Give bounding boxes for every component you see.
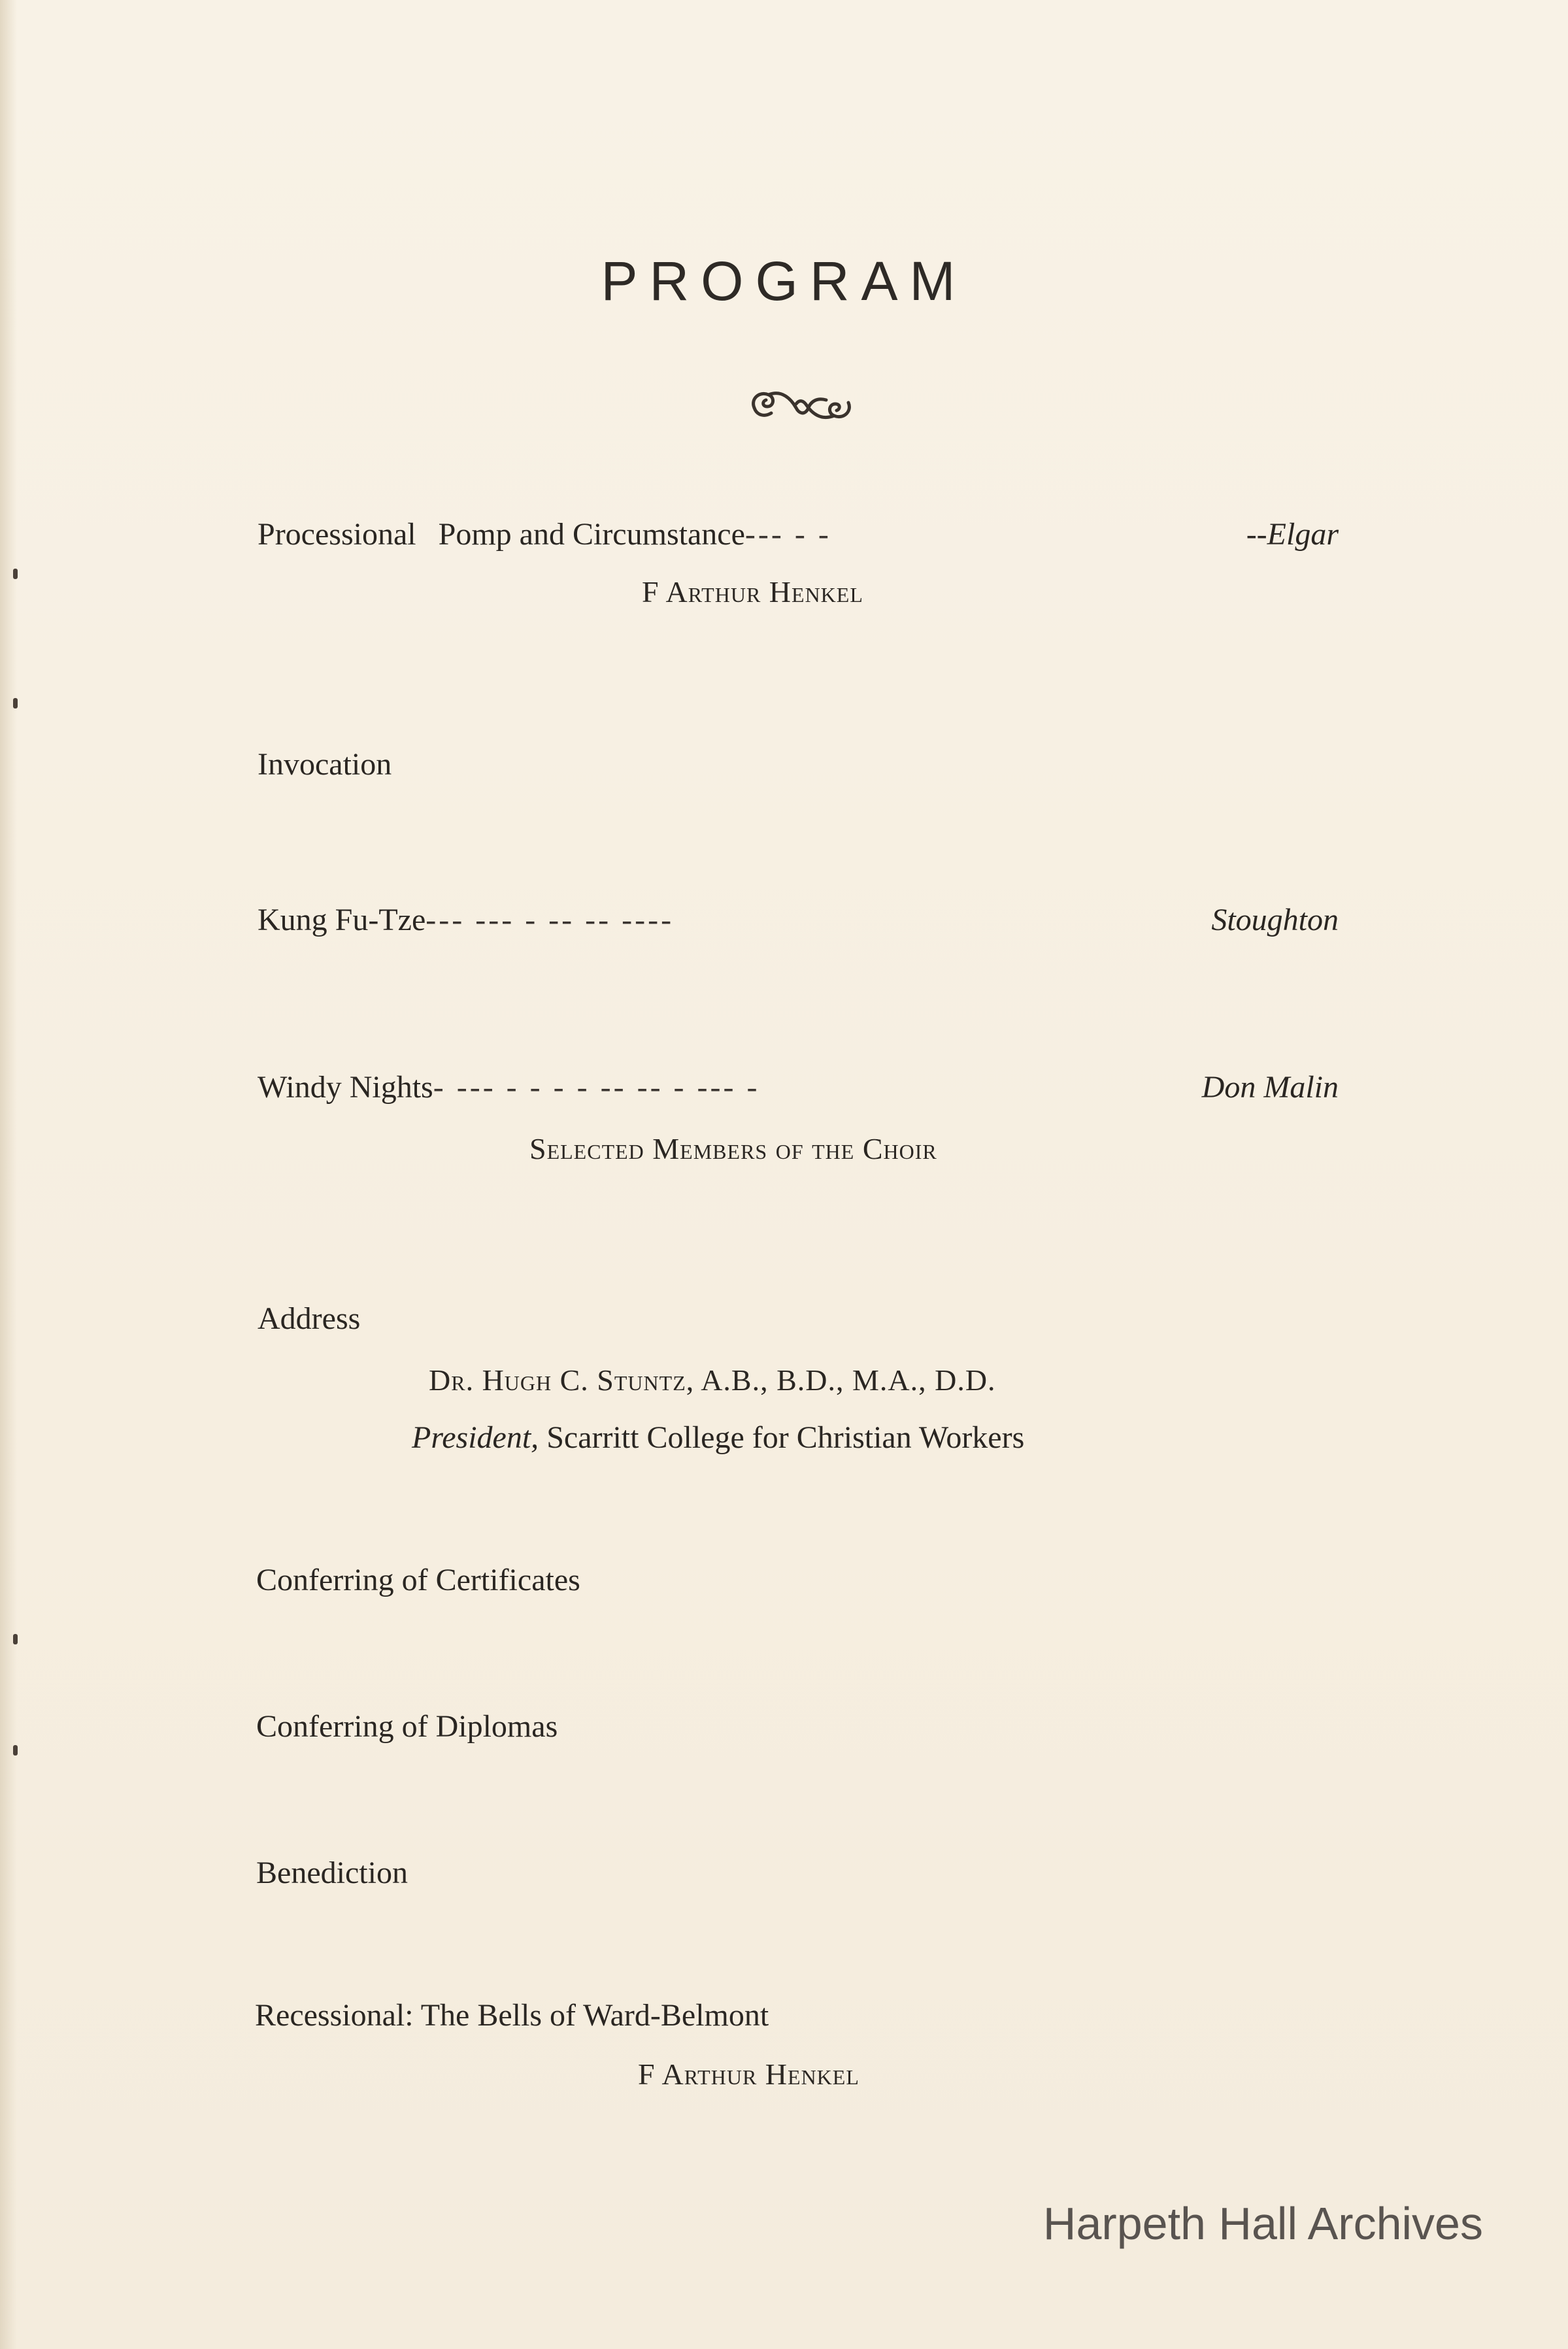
diplomas-label: Conferring of Diplomas (256, 1709, 558, 1744)
benediction-label: Benediction (256, 1856, 408, 1890)
recessional-performer: F Arthur Henkel (638, 2057, 859, 2091)
dot-leader: --- --- - -- -- ---- (425, 903, 675, 937)
processional-composer: Elgar (1267, 517, 1339, 552)
processional-piece: Pomp and Circumstance (438, 517, 745, 552)
windy-nights-row (258, 1068, 1339, 1107)
kung-fu-tze-row (258, 901, 1339, 940)
address-institution: Scarritt College for Christian Workers (546, 1420, 1025, 1455)
address-speaker: Dr. Hugh C. Stuntz, A.B., B.D., M.A., D.D. (429, 1363, 996, 1397)
binding-mark (13, 1634, 18, 1644)
page-edge-shadow (0, 0, 17, 2349)
archive-watermark: Harpeth Hall Archives (1043, 2198, 1483, 2249)
recessional-label: Recessional: The Bells of Ward-Belmont (255, 1998, 769, 2033)
address-label: Address (258, 1301, 361, 1336)
windy-nights-performer: Selected Members of the Choir (529, 1132, 937, 1165)
windy-nights-piece: Windy Nights (258, 1070, 433, 1105)
certificates-label: Conferring of Certificates (256, 1563, 580, 1597)
processional-row (258, 515, 1339, 554)
page-title: PROGRAM (601, 250, 967, 312)
scroll-flourish-icon (745, 379, 858, 431)
windy-nights-composer: Don Malin (1201, 1070, 1339, 1105)
dot-leader: --- - - (744, 517, 831, 552)
processional-performer: F Arthur Henkel (642, 575, 863, 608)
processional-label: Processional (258, 517, 416, 552)
binding-mark (13, 698, 18, 708)
kung-fu-tze-piece: Kung Fu-Tze (258, 903, 426, 937)
kung-fu-tze-composer: Stoughton (1211, 903, 1339, 937)
dot-leader: - --- - - - - -- -- - --- - (433, 1070, 760, 1105)
binding-mark (13, 569, 18, 579)
binding-mark (13, 1745, 18, 1756)
address-role: President, (412, 1420, 539, 1455)
address-affiliation (412, 1418, 1024, 1458)
invocation-label: Invocation (258, 747, 392, 782)
dot-leader: -- (1246, 517, 1267, 552)
